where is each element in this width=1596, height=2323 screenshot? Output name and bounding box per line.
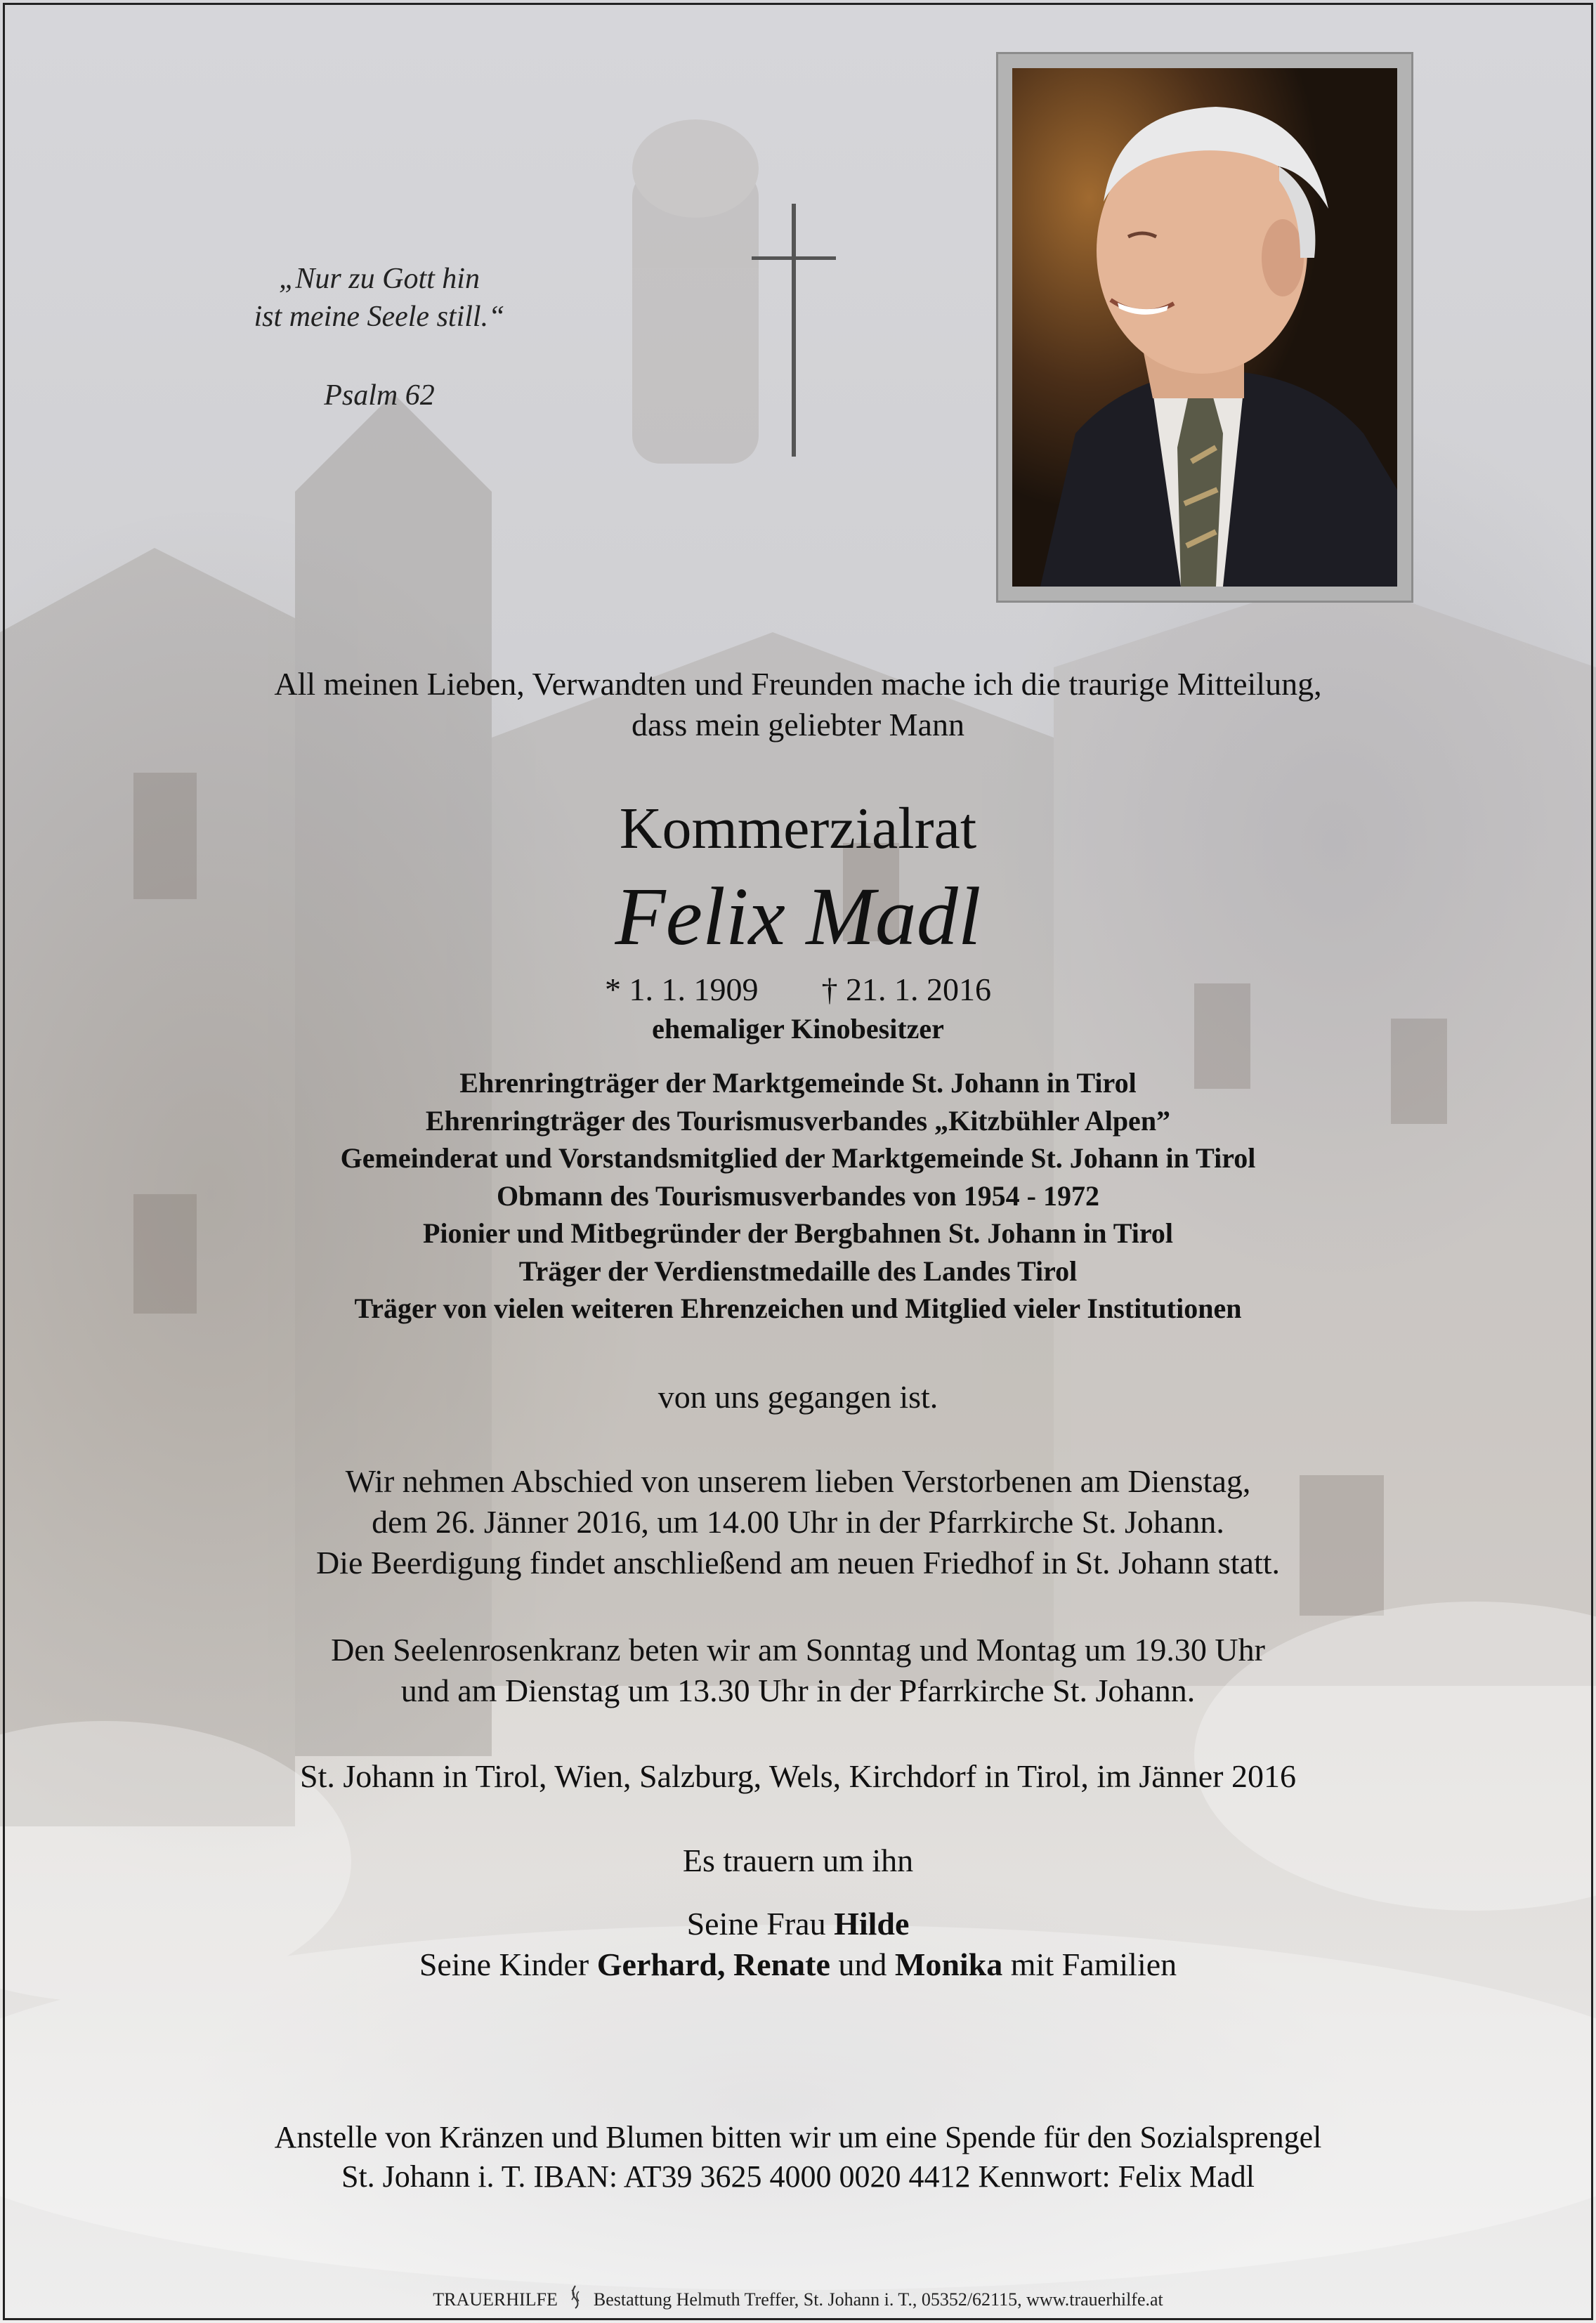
- donation-line-1: Anstelle von Kränzen und Blumen bitten wir um eine Spende für den Sozialsprengel: [274, 2120, 1322, 2154]
- farewell-line: dem 26. Jänner 2016, um 14.00 Uhr in der Pfarrkirche St. Johann.: [372, 1504, 1224, 1540]
- passed-away-line: von uns gegangen ist.: [658, 1379, 938, 1415]
- footer: [0, 2284, 1596, 2310]
- honors-list: [0, 1064, 1596, 1328]
- donation-line-2: St. Johann i. T. IBAN: AT39 3625 4000 0020 4412 Kennwort: Felix Madl: [341, 2159, 1255, 2194]
- honor-item: Träger von vielen weiteren Ehrenzeichen und Mitglied vieler Institutionen: [354, 1293, 1242, 1324]
- wife-name: Hilde: [834, 1906, 910, 1942]
- portrait-illustration-icon: [1012, 68, 1397, 587]
- honor-item: Ehrenringträger der Marktgemeinde St. Johann in Tirol: [459, 1067, 1137, 1099]
- honor-item: Pionier und Mitbegründer der Bergbahnen St. Johann in Tirol: [422, 1217, 1173, 1249]
- rosary-line: Den Seelenrosenkranz beten wir am Sonntag und Montag um 19.30 Uhr: [331, 1632, 1265, 1668]
- mourners-children: [0, 1944, 1596, 1985]
- trauerhilfe-logo-icon: [565, 2284, 586, 2310]
- psalm-line-1: „Nur zu Gott hin: [279, 263, 480, 295]
- farewell-line: Wir nehmen Abschied von unserem lieben Verstorbenen am Dienstag,: [345, 1463, 1251, 1499]
- farewell-line: Die Beerdigung findet anschließend am neuen Friedhof in St. Johann statt.: [315, 1545, 1281, 1581]
- birth-date: * 1. 1. 1909: [605, 971, 759, 1007]
- honor-item: Träger der Verdienstmedaille des Landes Tirol: [518, 1255, 1078, 1287]
- psalm-reference: Psalm 62: [324, 379, 435, 412]
- farewell-paragraph: [0, 1461, 1596, 1583]
- places-date: St. Johann in Tirol, Wien, Salzburg, Wels, Kirchdorf in Tirol, im Jänner 2016: [300, 1758, 1296, 1794]
- rosary-line: und am Dienstag um 13.30 Uhr in der Pfarrkirche St. Johann.: [400, 1673, 1196, 1708]
- announcement-line-2: dass mein geliebter Mann: [632, 707, 964, 742]
- psalm-line-2: ist meine Seele still.“: [254, 301, 505, 333]
- death-date: † 21. 1. 2016: [821, 971, 991, 1007]
- honor-item: Gemeinderat und Vorstandsmitglied der Marktgemeinde St. Johann in Tirol: [340, 1142, 1256, 1174]
- children-and: und: [830, 1946, 895, 1982]
- children-last: Monika: [894, 1946, 1003, 1982]
- announcement-line-1: All meinen Lieben, Verwandten und Freunden mache ich die traurige Mitteilung,: [274, 666, 1322, 702]
- announcement: [0, 664, 1596, 745]
- honor-item: Obmann des Tourismusverbandes von 1954 - 1972: [497, 1179, 1099, 1212]
- psalm-quote: [169, 260, 590, 336]
- children-suffix: mit Familien: [1002, 1946, 1177, 1982]
- portrait-frame: [996, 52, 1413, 603]
- children-names: Gerhard, Renate: [596, 1946, 830, 1982]
- mourners-intro: Es trauern um ihn: [682, 1843, 914, 1878]
- footer-brand: TRAUERHILFE: [433, 2289, 558, 2310]
- children-prefix: Seine Kinder: [419, 1946, 597, 1982]
- honor-item: Ehrenringträger des Tourismusverbandes „Kitzbühler Alpen”: [425, 1104, 1171, 1137]
- mourners-wife: [0, 1904, 1596, 1944]
- wife-prefix: Seine Frau: [686, 1906, 835, 1942]
- occupation: ehemaliger Kinobesitzer: [652, 1013, 944, 1045]
- life-dates: [0, 969, 1596, 1010]
- portrait-photo: [1012, 68, 1397, 587]
- deceased-name: Felix Madl: [615, 870, 981, 962]
- deceased-title: Kommerzialrat: [619, 796, 977, 861]
- cross-icon: [752, 204, 836, 457]
- footer-text: Bestattung Helmuth Treffer, St. Johann i. T., 05352/62115, www.trauerhilfe.at: [593, 2289, 1163, 2310]
- rosary-paragraph: [0, 1630, 1596, 1711]
- donation-request: [0, 2118, 1596, 2197]
